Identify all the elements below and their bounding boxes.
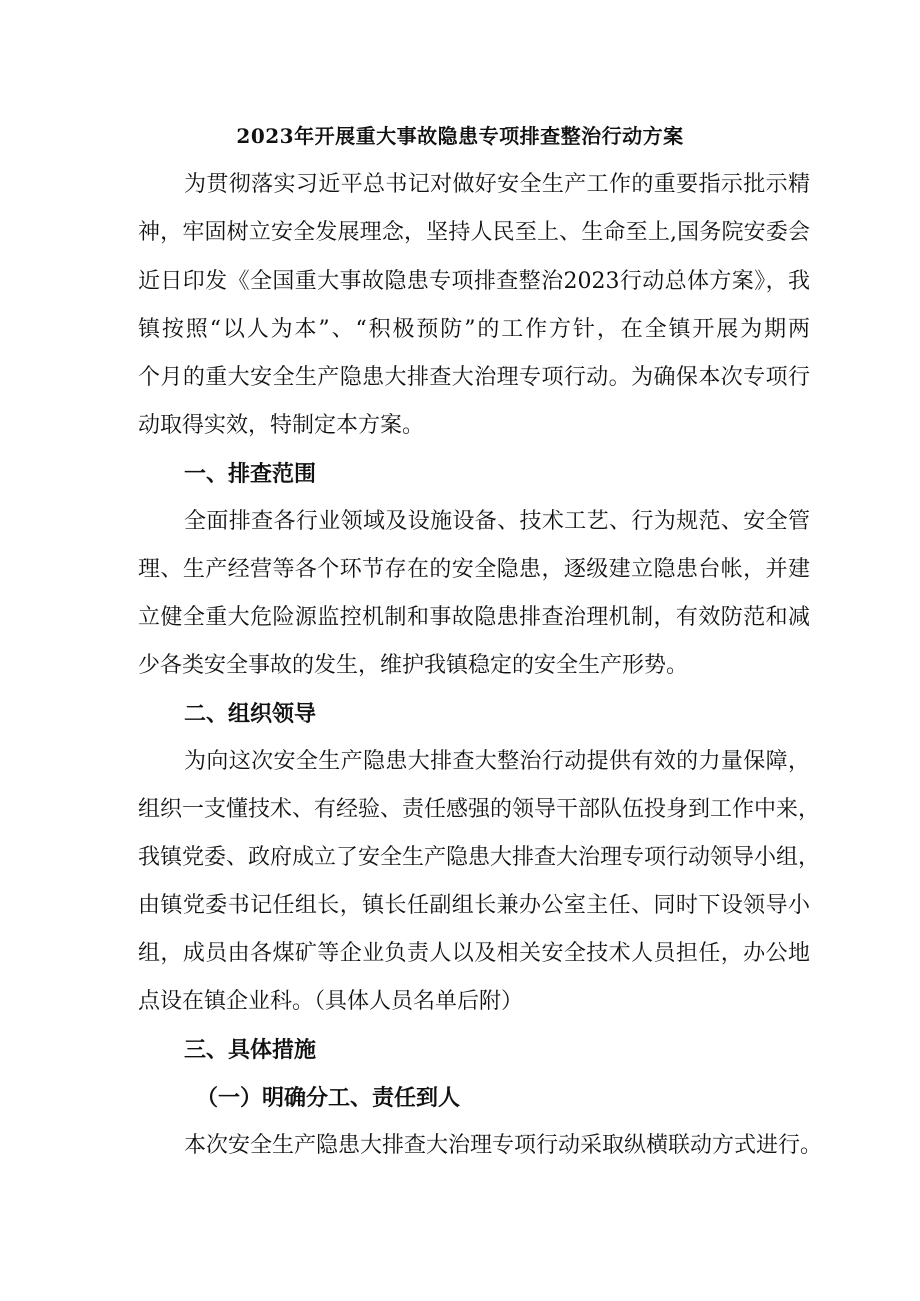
- section-line: 全面排查各行业领域及设施设备、技术工艺、行为规范、安全管: [184, 509, 810, 534]
- section-heading-scope: 一、排查范围: [184, 461, 317, 487]
- section-line: 本次安全生产隐患大排查大治理专项行动采取纵横联动方式进行。: [184, 1133, 823, 1158]
- section-line: 立健全重大危险源监控机制和事故隐患排查治理机制，有效防范和减: [138, 605, 810, 630]
- document-title: 2023年开展重大事故隐患专项排查整治行动方案: [236, 124, 684, 148]
- section-line: 理、生产经营等各个环节存在的安全隐患，逐级建立隐患台帐，并建: [138, 557, 810, 582]
- section-heading-leadership: 二、组织领导: [184, 701, 317, 727]
- intro-line: 镇按照“以人为本”、“积极预防”的工作方针，在全镇开展为期两: [138, 317, 810, 342]
- section-line: 少各类安全事故的发生，维护我镇稳定的安全生产形势。: [138, 653, 689, 678]
- intro-line: 近日印发《全国重大事故隐患专项排查整治2023行动总体方案》，我: [138, 269, 810, 294]
- intro-line: 动取得实效，特制定本方案。: [138, 413, 425, 438]
- section-line: 点设在镇企业科。（具体人员名单后附）: [138, 989, 524, 1014]
- section-line: 组，成员由各煤矿等企业负责人以及相关安全技术人员担任，办公地: [138, 941, 810, 966]
- subsection-heading: （一）明确分工、责任到人: [196, 1085, 461, 1111]
- intro-line: 神，牢固树立安全发展理念，坚持人民至上、生命至上,国务院安委会: [138, 220, 810, 245]
- intro-line: 个月的重大安全生产隐患大排查大治理专项行动。为确保本次专项行: [138, 365, 810, 390]
- section-line: 我镇党委、政府成立了安全生产隐患大排查大治理专项行动领导小组，: [138, 845, 821, 870]
- section-line: 为向这次安全生产隐患大排查大整治行动提供有效的力量保障，: [184, 749, 810, 774]
- section-line: 组织一支懂技术、有经验、责任感强的领导干部队伍投身到工作中来，: [138, 797, 821, 822]
- section-heading-measures: 三、具体措施: [184, 1037, 317, 1063]
- section-line: 由镇党委书记任组长，镇长任副组长兼办公室主任、同时下设领导小: [138, 893, 810, 918]
- intro-line: 为贯彻落实习近平总书记对做好安全生产工作的重要指示批示精: [184, 172, 810, 197]
